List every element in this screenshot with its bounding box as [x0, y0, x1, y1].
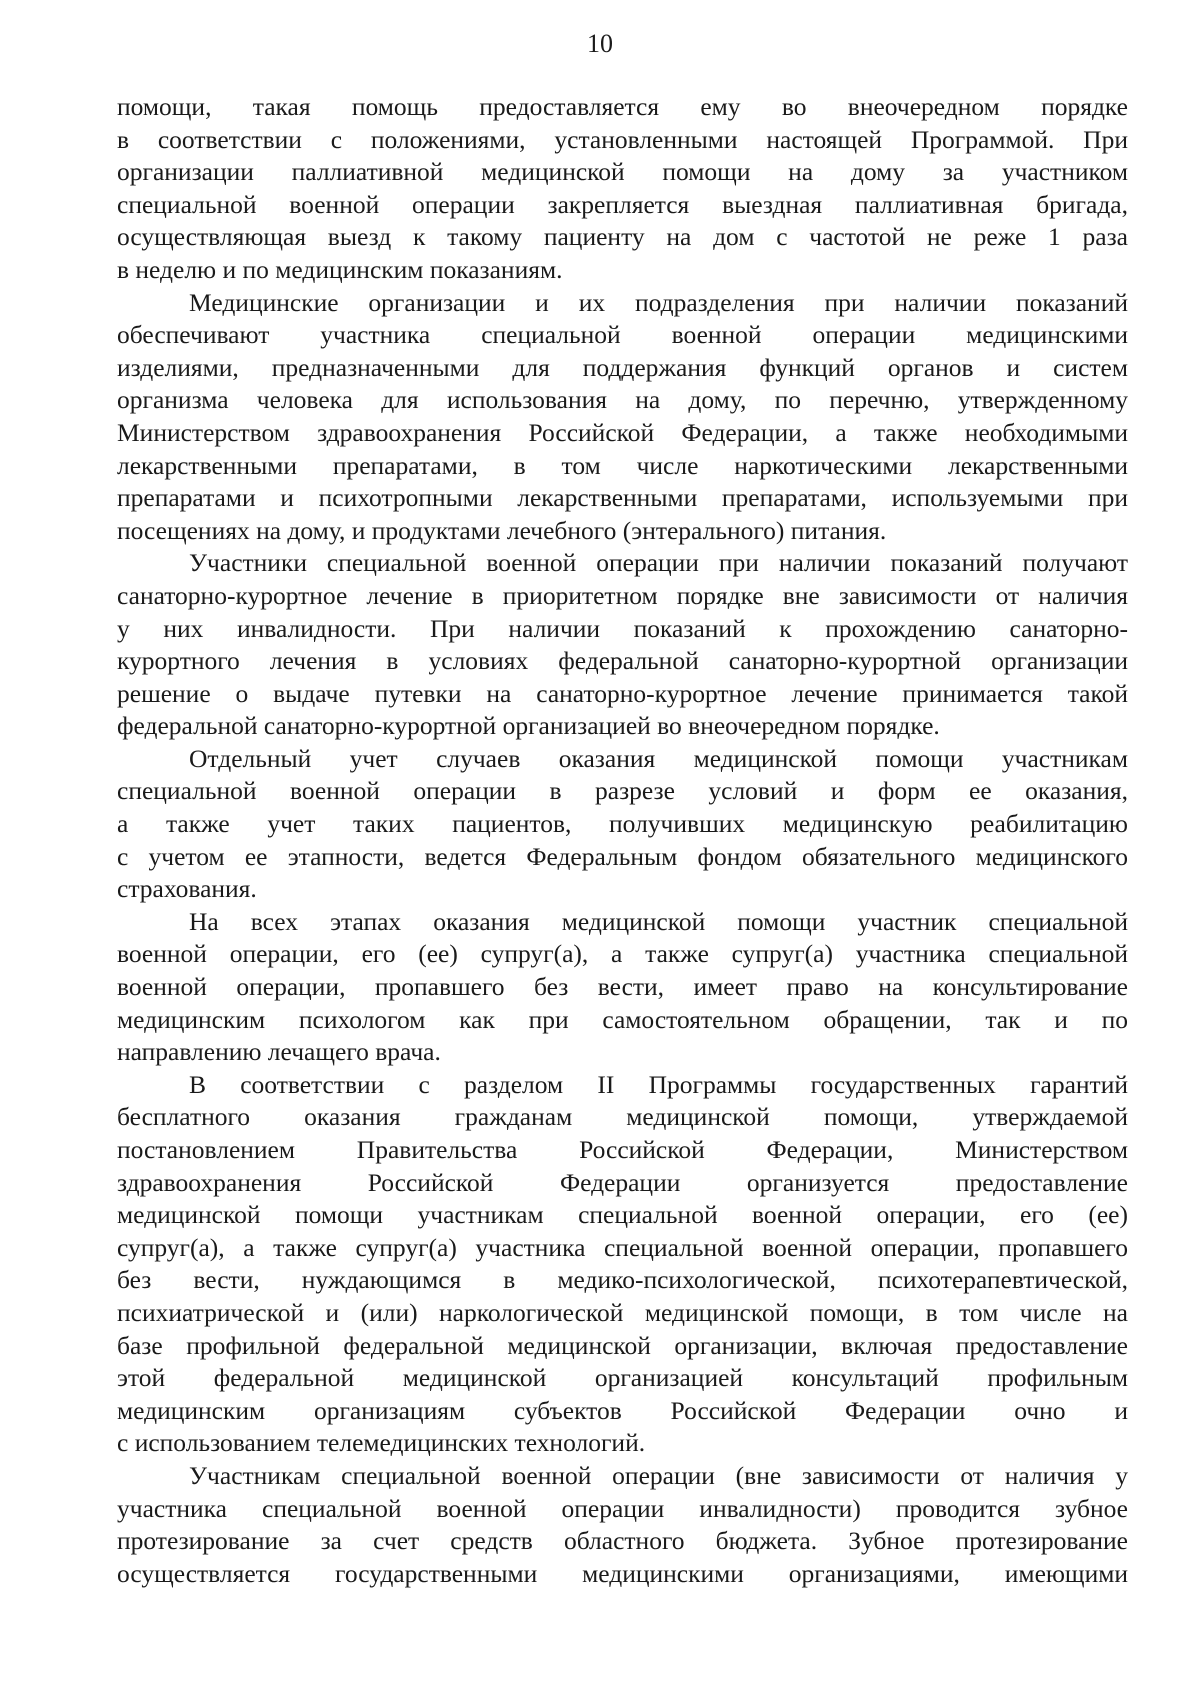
text-line: супруг(а), а также супруг(а) участника специальной военной операции, пропавшего	[117, 1232, 1128, 1262]
text-line: специальной военной операции в разрезе условий и форм ее оказания,	[117, 776, 1128, 806]
paragraph	[117, 547, 1128, 743]
paragraph	[117, 91, 1128, 287]
text-line: психиатрической и (или) наркологической медицинской помощи, в том числе на	[117, 1297, 1128, 1327]
text-line: посещениях на дому, и продуктами лечебного (энтерального) питания.	[117, 515, 887, 545]
text-line: осуществляется государственными медицинскими организациями, имеющими	[117, 1558, 1128, 1588]
paragraph	[117, 743, 1128, 906]
text-line: В соответствии с разделом II Программы государственных гарантий	[189, 1069, 1128, 1099]
text-line: осуществляющая выезд к такому пациенту на дом с частотой не реже 1 раза	[117, 222, 1128, 252]
text-line: у них инвалидности. При наличии показаний к прохождению санаторно-	[117, 613, 1128, 643]
text-line: в соответствии с положениями, установленными настоящей Программой. При	[117, 124, 1128, 154]
paragraph	[117, 906, 1128, 1069]
text-line: изделиями, предназначенными для поддержания функций органов и систем	[117, 352, 1128, 382]
text-line: военной операции, его (ее) супруг(а), а также супруг(а) участника специальной	[117, 939, 1128, 969]
text-line: с использованием телемедицинских технологий.	[117, 1428, 646, 1458]
text-line: медицинским организациям субъектов Российской Федерации очно и	[117, 1395, 1128, 1425]
text-line: На всех этапах оказания медицинской помощи участник специальной	[189, 906, 1128, 936]
text-line: Медицинские организации и их подразделения при наличии показаний	[189, 287, 1128, 317]
text-line: военной операции, пропавшего без вести, имеет право на консультирование	[117, 972, 1128, 1002]
paragraph	[117, 1460, 1128, 1590]
text-line: а также учет таких пациентов, получивших медицинскую реабилитацию	[117, 809, 1128, 839]
text-line: лекарственными препаратами, в том числе наркотическими лекарственными	[117, 450, 1128, 480]
text-line: страхования.	[117, 874, 257, 904]
text-line: бесплатного оказания гражданам медицинской помощи, утверждаемой	[117, 1102, 1128, 1132]
text-line: направлению лечащего врача.	[117, 1037, 441, 1067]
text-line: Отдельный учет случаев оказания медицинской помощи участникам	[189, 743, 1128, 773]
text-line: Участникам специальной военной операции (вне зависимости от наличия у	[189, 1460, 1128, 1490]
text-line: постановлением Правительства Российской Федерации, Министерством	[117, 1135, 1128, 1164]
document-body	[117, 91, 1128, 1590]
text-line: Участники специальной военной операции при наличии показаний получают	[189, 548, 1128, 578]
text-line: помощи, такая помощь предоставляется ему во внеочередном порядке	[117, 92, 1128, 121]
text-line: в неделю и по медицинским показаниям.	[117, 254, 563, 284]
text-line: с учетом ее этапности, ведется Федеральным фондом обязательного медицинского	[117, 841, 1128, 871]
text-line: курортного лечения в условиях федеральной санаторно-курортной организации	[117, 646, 1128, 676]
text-line: специальной военной операции закрепляется выездная паллиативная бригада,	[117, 189, 1128, 219]
text-line: федеральной санаторно-курортной организацией во внеочередном порядке.	[117, 711, 940, 741]
paragraph	[117, 1069, 1128, 1460]
text-line: Министерством здравоохранения Российской Федерации, а также необходимыми	[117, 417, 1128, 447]
text-line: здравоохранения Российской Федерации организуется предоставление	[117, 1167, 1128, 1197]
text-line: медицинским психологом как при самостоятельном обращении, так и по	[117, 1004, 1128, 1034]
text-line: этой федеральной медицинской организацией консультаций профильным	[117, 1363, 1128, 1393]
text-line: организации паллиативной медицинской помощи на дому за участником	[117, 157, 1128, 187]
text-line: протезирование за счет средств областного бюджета. Зубное протезирование	[117, 1526, 1128, 1556]
text-line: базе профильной федеральной медицинской организации, включая предоставление	[117, 1330, 1128, 1360]
text-line: решение о выдаче путевки на санаторно-курортное лечение принимается такой	[117, 678, 1128, 708]
text-line: препаратами и психотропными лекарственными препаратами, используемыми при	[117, 483, 1128, 513]
text-line: без вести, нуждающимся в медико-психологической, психотерапевтической,	[117, 1265, 1128, 1295]
page-number: 10	[587, 29, 613, 58]
text-line: санаторно-курортное лечение в приоритетном порядке вне зависимости от наличия	[117, 580, 1128, 610]
paragraph	[117, 287, 1128, 548]
text-line: организма человека для использования на дому, по перечню, утвержденному	[117, 385, 1128, 415]
text-line: медицинской помощи участникам специальной военной операции, его (ее)	[117, 1200, 1128, 1230]
text-line: участника специальной военной операции инвалидности) проводится зубное	[117, 1493, 1128, 1523]
text-line: обеспечивают участника специальной военной операции медицинскими	[117, 320, 1128, 350]
